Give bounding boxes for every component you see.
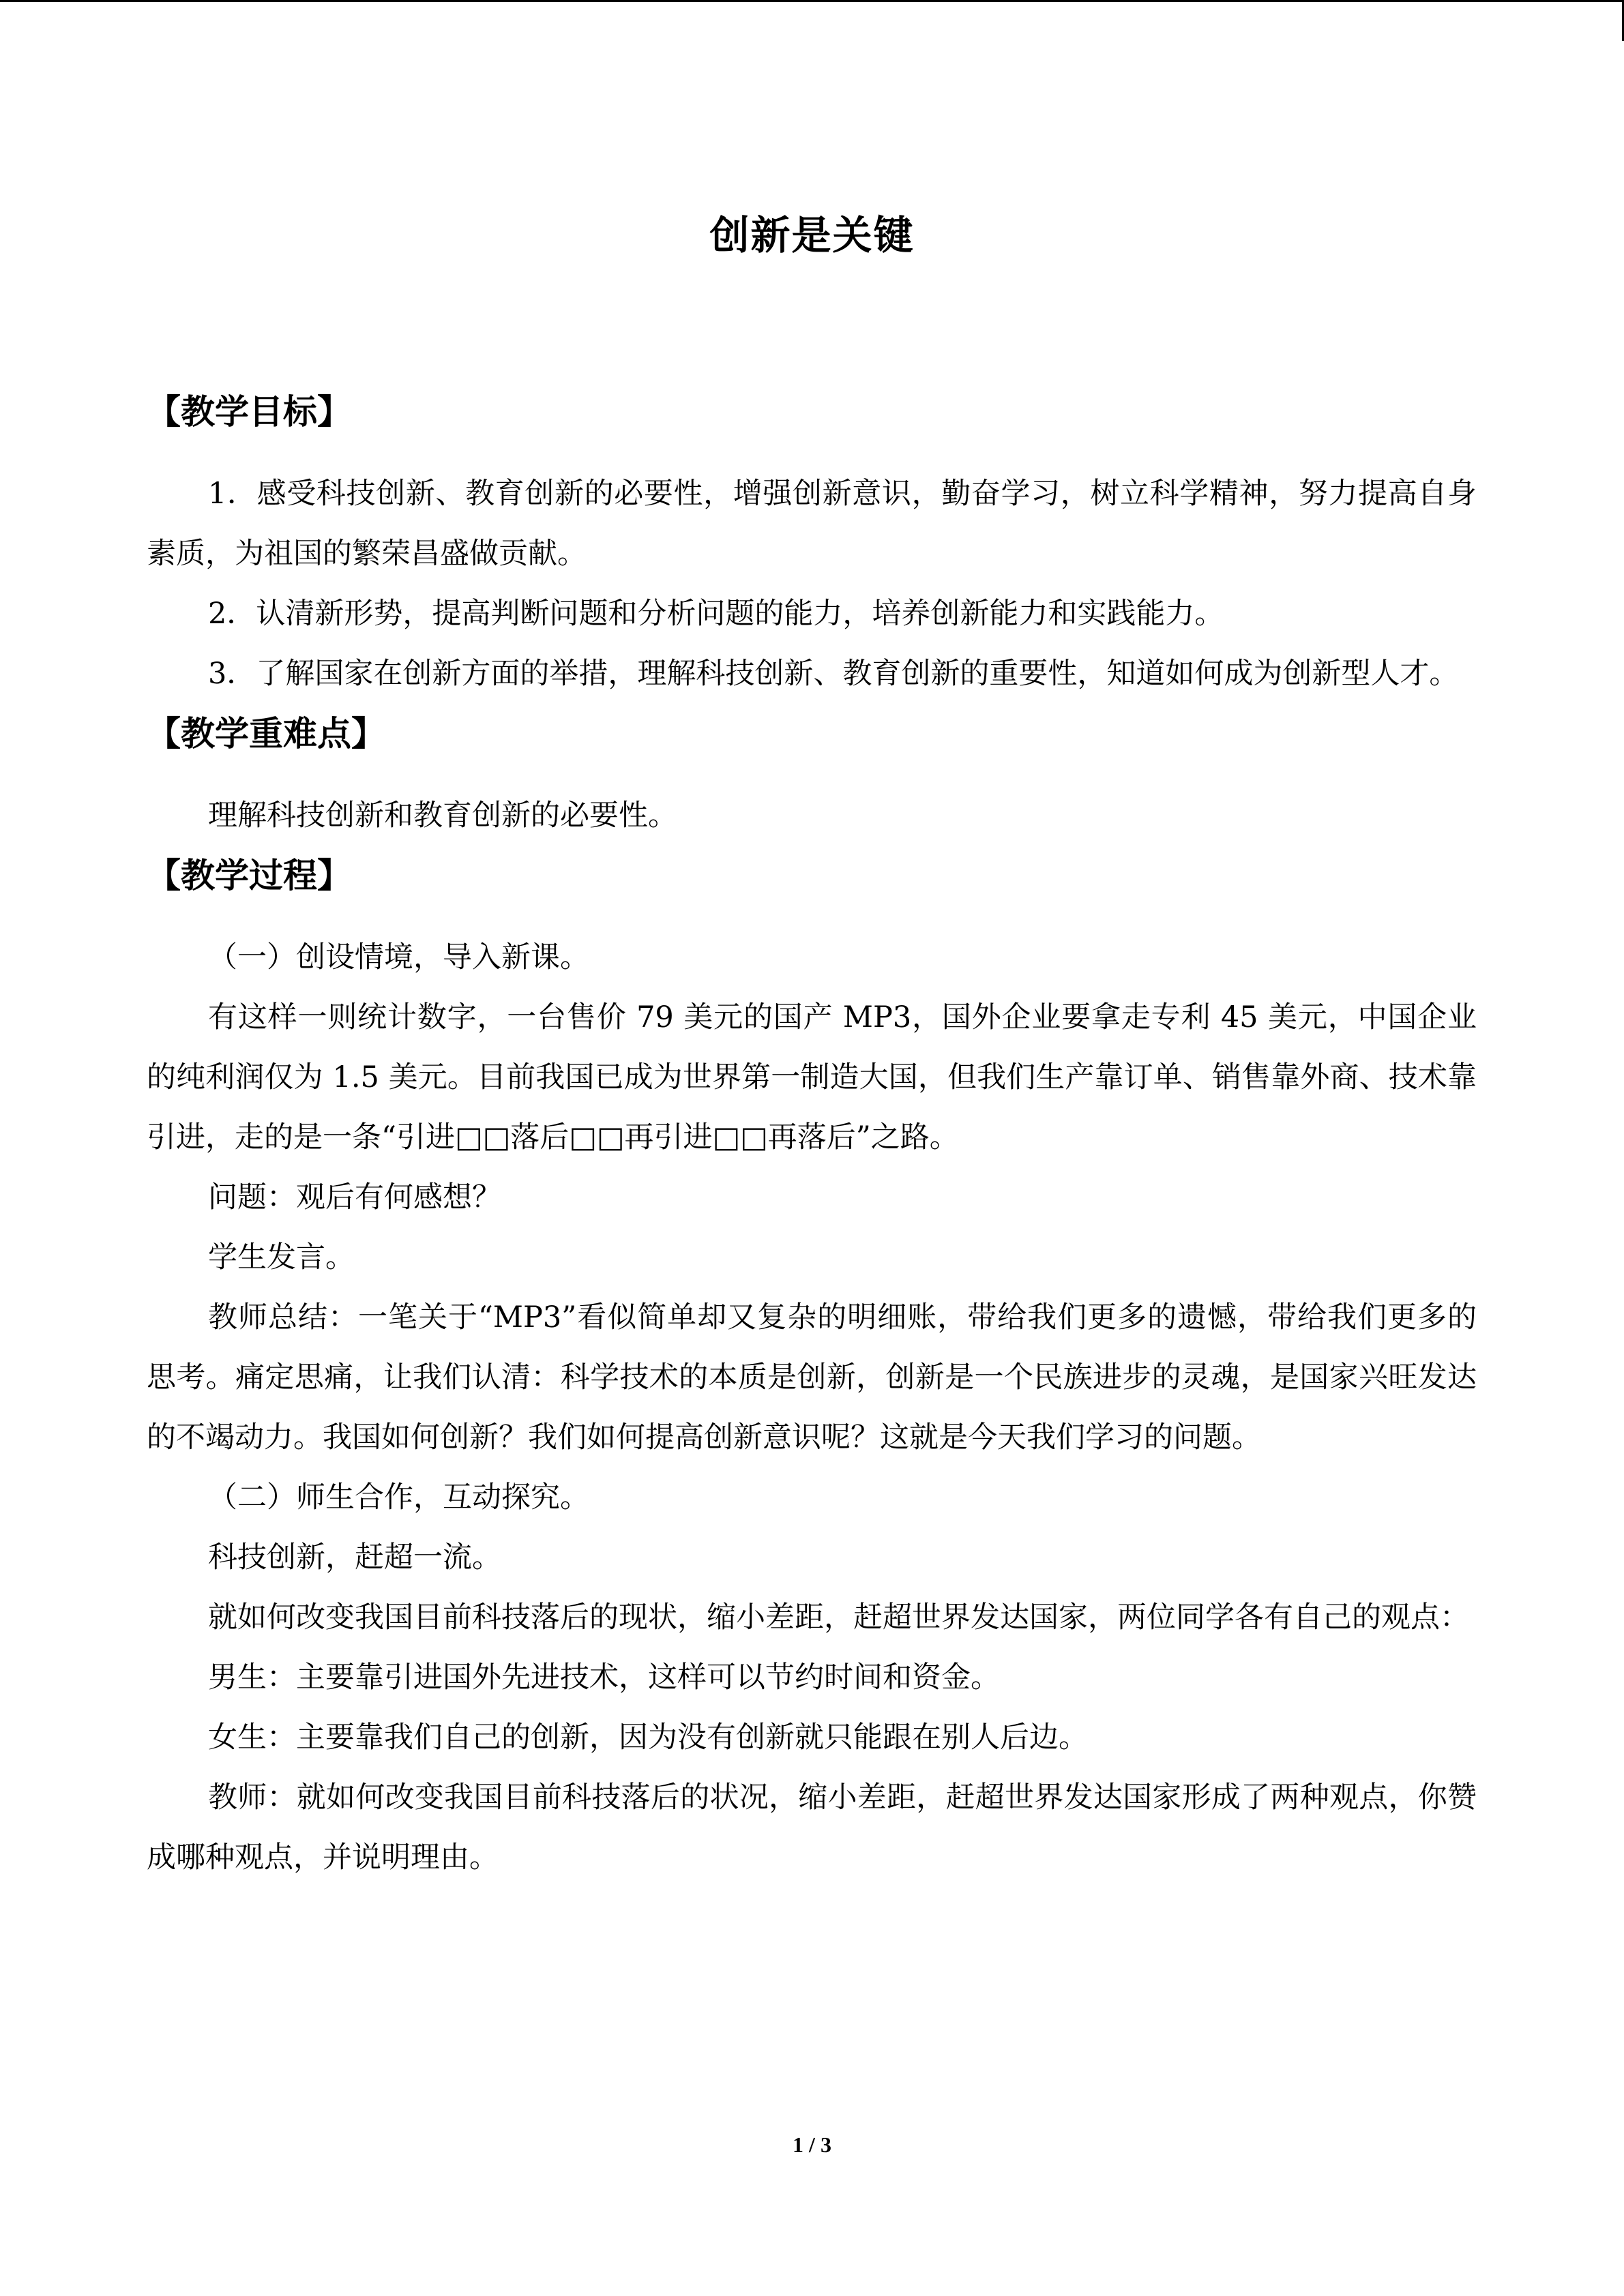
spacer	[147, 764, 1477, 786]
process-paragraph-1: （一）创设情境，导入新课。	[208, 940, 589, 974]
process-paragraph-8: 就如何改变我国目前科技落后的现状，缩小差距，赶超世界发达国家，两位同学各有自己的观点：	[208, 1600, 1469, 1635]
process-paragraph-4: 学生发言。	[208, 1240, 355, 1274]
process-paragraph-5: 教师总结：一笔关于“MP3”看似简单却又复杂的明细账，带给我们更多的遗憾，带给我们更多的思考。痛定思痛，让我们认清：科学技术的本质是创新，创新是一个民族进步的灵魂，是国家兴旺发达的不竭动力。我国如何创新？我们如何提高创新意识呢？这就是今天我们学习的问题。	[147, 1300, 1477, 1455]
goals-paragraph-2: 2．认清新形势，提高判断问题和分析问题的能力，培养创新能力和实践能力。	[208, 597, 1224, 631]
keypoints-paragraph-1: 理解科技创新和教育创新的必要性。	[208, 799, 677, 833]
spacer	[147, 906, 1477, 927]
process-paragraph-6: （二）师生合作，互动探究。	[208, 1480, 589, 1515]
page-number: 1 / 3	[793, 2132, 831, 2157]
goals-paragraph-1: 1．感受科技创新、教育创新的必要性，增强创新意识，勤奋学习，树立科学精神，努力提高自身素质，为祖国的繁荣昌盛做贡献。	[147, 477, 1477, 571]
process-paragraph-3: 问题：观后有何感想？	[208, 1180, 501, 1214]
page-top-border	[0, 0, 1624, 2]
spacer	[147, 442, 1477, 464]
process-paragraph-7: 科技创新，赶超一流。	[208, 1540, 501, 1575]
document-body	[147, 382, 1477, 1888]
process-paragraph-2: 有这样一则统计数字，一台售价 79 美元的国产 MP3，国外企业要拿走专利 45 美元，中国企业的纯利润仅为 1.5 美元。目前我国已成为世界第一制造大国，但我们生产靠订单、销售靠外商、技术靠引进，走的是一条“引进□□落后□□再引进□□再落后”之路。	[147, 1000, 1477, 1154]
section-heading-process: 【教学过程】	[147, 856, 351, 895]
process-paragraph-9: 男生：主要靠引进国外先进技术，这样可以节约时间和资金。	[208, 1660, 1000, 1695]
section-heading-goals: 【教学目标】	[147, 392, 351, 432]
goals-paragraph-3: 3．了解国家在创新方面的举措，理解科技创新、教育创新的重要性，知道如何成为创新型人才。	[208, 657, 1459, 691]
process-paragraph-10: 女生：主要靠我们自己的创新，因为没有创新就只能跟在别人后边。	[208, 1720, 1088, 1755]
process-paragraph-11: 教师：就如何改变我国目前科技落后的状况，缩小差距，赶超世界发达国家形成了两种观点，你赞成哪种观点，并说明理由。	[147, 1780, 1477, 1875]
section-heading-keypoints: 【教学重难点】	[147, 714, 385, 754]
document-title: 创新是关键	[709, 212, 915, 258]
